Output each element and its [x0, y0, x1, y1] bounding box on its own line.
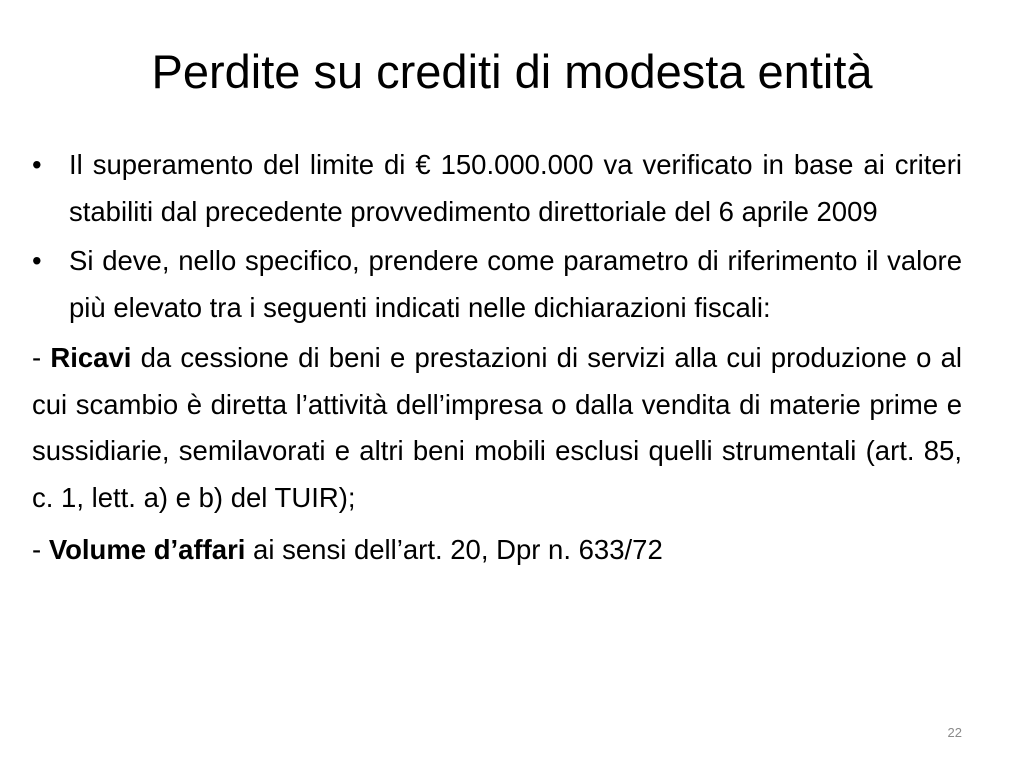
bullet-text: Il superamento del limite di € 150.000.000 va verificato in base ai criteri stabiliti dal precedente provvedimento direttoriale del 6 aprile 2009: [69, 149, 962, 227]
bullet-icon: •: [32, 245, 42, 276]
item-prefix: -: [32, 534, 49, 565]
item-text: da cessione di beni e prestazioni di servizi alla cui produzione o al cui scambio è diretta l’attività dell’impresa o dalla vendita di materie prime e sussidiarie, semilavorati e altri beni mobili esclusi quelli strumentali (art. 85, c. 1, lett. a) e b) del TUIR);: [32, 342, 962, 513]
list-item-volume-affari: [32, 527, 962, 574]
slide-body: [32, 142, 962, 577]
bullet-item: [32, 238, 962, 331]
slide-title: Perdite su crediti di modesta entità: [151, 45, 873, 98]
item-prefix: -: [32, 342, 51, 373]
bullet-text: Si deve, nello specifico, prendere come parametro di riferimento il valore più elevato tra i seguenti indicati nelle dichiarazioni fiscali:: [69, 245, 962, 323]
item-term: Volume d’affari: [48, 534, 246, 565]
list-item-ricavi: [32, 335, 962, 521]
item-text: ai sensi dell’art. 20, Dpr n. 633/72: [245, 534, 663, 565]
item-term: Ricavi: [50, 342, 132, 373]
page-number: 22: [947, 725, 962, 740]
bullet-item: [32, 142, 962, 235]
bullet-icon: •: [32, 149, 42, 180]
